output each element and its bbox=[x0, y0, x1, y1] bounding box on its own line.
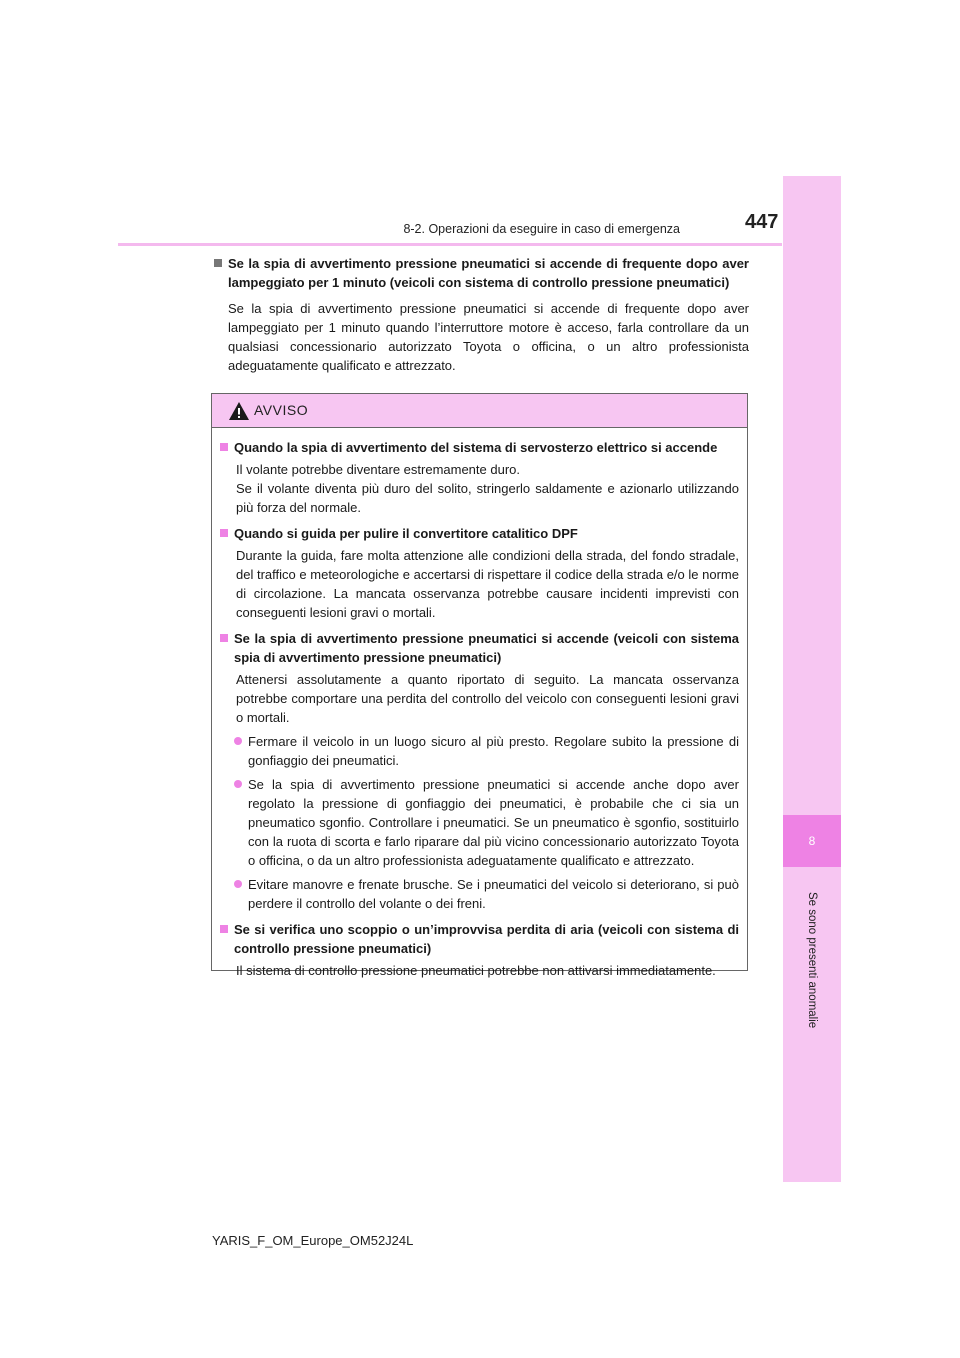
square-bullet-icon bbox=[220, 634, 228, 642]
page-number: 447 bbox=[745, 211, 779, 233]
main-content bbox=[212, 254, 749, 375]
main-body: Se la spia di avvertimento pressione pneumatici si accende di frequente dopo aver lampeggiato per 1 minuto quando l’interruttore motore è acceso, farla controllare da un qualsiasi concessionario autorizzato Toyota o officina, o un altro professionista adeguatamente qualificato e attrezzato. bbox=[228, 301, 749, 373]
list-item-text: Fermare il veicolo in un luogo sicuro al più presto. Regolare subito la pressione di gonfiaggio dei pneumatici. bbox=[248, 734, 739, 768]
warning-section-heading bbox=[220, 920, 739, 958]
warning-section-body: Durante la guida, fare molta attenzione alle condizioni della strada, del fondo stradale, del traffico e meteorologiche e accertarsi di rispettare il codice della strada e/o le norme di circolazione. La mancata osservanza potrebbe causare incidenti imprevisti con conseguenti lesioni gravi o mortali. bbox=[236, 548, 739, 620]
section-title: 8-2. Operazioni da eseguire in caso di emergenza bbox=[403, 222, 680, 236]
header-divider bbox=[118, 243, 782, 246]
warning-section-body: Attenersi assolutamente a quanto riportato di seguito. La mancata osservanza potrebbe comportare una perdita del controllo del veicolo con conseguenti lesioni gravi o mortali. bbox=[236, 672, 739, 725]
list-item bbox=[220, 775, 739, 870]
warning-section-heading bbox=[220, 629, 739, 667]
warning-section bbox=[220, 438, 739, 517]
chapter-title bbox=[790, 885, 834, 1035]
warning-header bbox=[212, 394, 747, 428]
warning-body bbox=[212, 428, 747, 980]
chapter-number: 8 bbox=[783, 815, 841, 867]
warning-section-heading-text: Se si verifica uno scoppio o un’improvvisa perdita di aria (veicoli con sistema di controllo pressione pneumatici) bbox=[234, 922, 739, 956]
main-heading bbox=[212, 254, 749, 292]
warning-section-body: Il volante potrebbe diventare estremamente duro. Se il volante diventa più duro del solito, stringerlo saldamente e azionarlo utilizzando più forza del normale. bbox=[236, 462, 739, 515]
warning-section bbox=[220, 524, 739, 622]
circle-bullet-icon bbox=[234, 880, 242, 888]
circle-bullet-icon bbox=[234, 780, 242, 788]
warning-section-heading bbox=[220, 438, 739, 457]
square-bullet-icon bbox=[220, 925, 228, 933]
warning-section bbox=[220, 629, 739, 913]
warning-triangle-icon bbox=[228, 401, 250, 421]
square-bullet-icon bbox=[220, 529, 228, 537]
warning-section-body: Il sistema di controllo pressione pneumatici potrebbe non attivarsi immediatamente. bbox=[236, 963, 716, 978]
warning-section-heading bbox=[220, 524, 739, 543]
warning-label: AVVISO bbox=[254, 402, 309, 418]
list-item-text: Se la spia di avvertimento pressione pneumatici si accende anche dopo aver regolato la pressione di gonfiaggio dei pneumatici, è probabile che ci sia un pneumatico sgonfio. Controllare i pneumatici. Se un pneumatico è sgonfio, sostituirlo con la ruota di scorta e farlo riparare dal più vicino concessionario autorizzato Toyota o officina, o da un altro professionista adeguatamente qualificato e attrezzato. bbox=[248, 777, 739, 868]
document-code: YARIS_F_OM_Europe_OM52J24L bbox=[212, 1233, 414, 1248]
warning-section bbox=[220, 920, 739, 980]
chapter-title-text: Se sono presenti anomalie bbox=[806, 891, 818, 1029]
warning-section-heading-text: Quando si guida per pulire il convertitore catalitico DPF bbox=[234, 526, 578, 541]
list-item-text: Evitare manovre e frenate brusche. Se i pneumatici del veicolo si deteriorano, si può perdere il controllo del volante o dei freni. bbox=[248, 877, 739, 911]
list-item bbox=[220, 875, 739, 913]
warning-section-heading-text: Quando la spia di avvertimento del sistema di servosterzo elettrico si accende bbox=[234, 440, 718, 455]
square-bullet-icon bbox=[214, 259, 222, 267]
warning-box bbox=[211, 393, 748, 978]
main-heading-text: Se la spia di avvertimento pressione pneumatici si accende di frequente dopo aver lampeggiato per 1 minuto (veicoli con sistema di controllo pressione pneumatici) bbox=[228, 256, 749, 290]
list-item bbox=[220, 732, 739, 770]
warning-section-heading-text: Se la spia di avvertimento pressione pneumatici si accende (veicoli con sistema spia di avvertimento pressione pneumatici) bbox=[234, 631, 739, 665]
circle-bullet-icon bbox=[234, 737, 242, 745]
square-bullet-icon bbox=[220, 443, 228, 451]
